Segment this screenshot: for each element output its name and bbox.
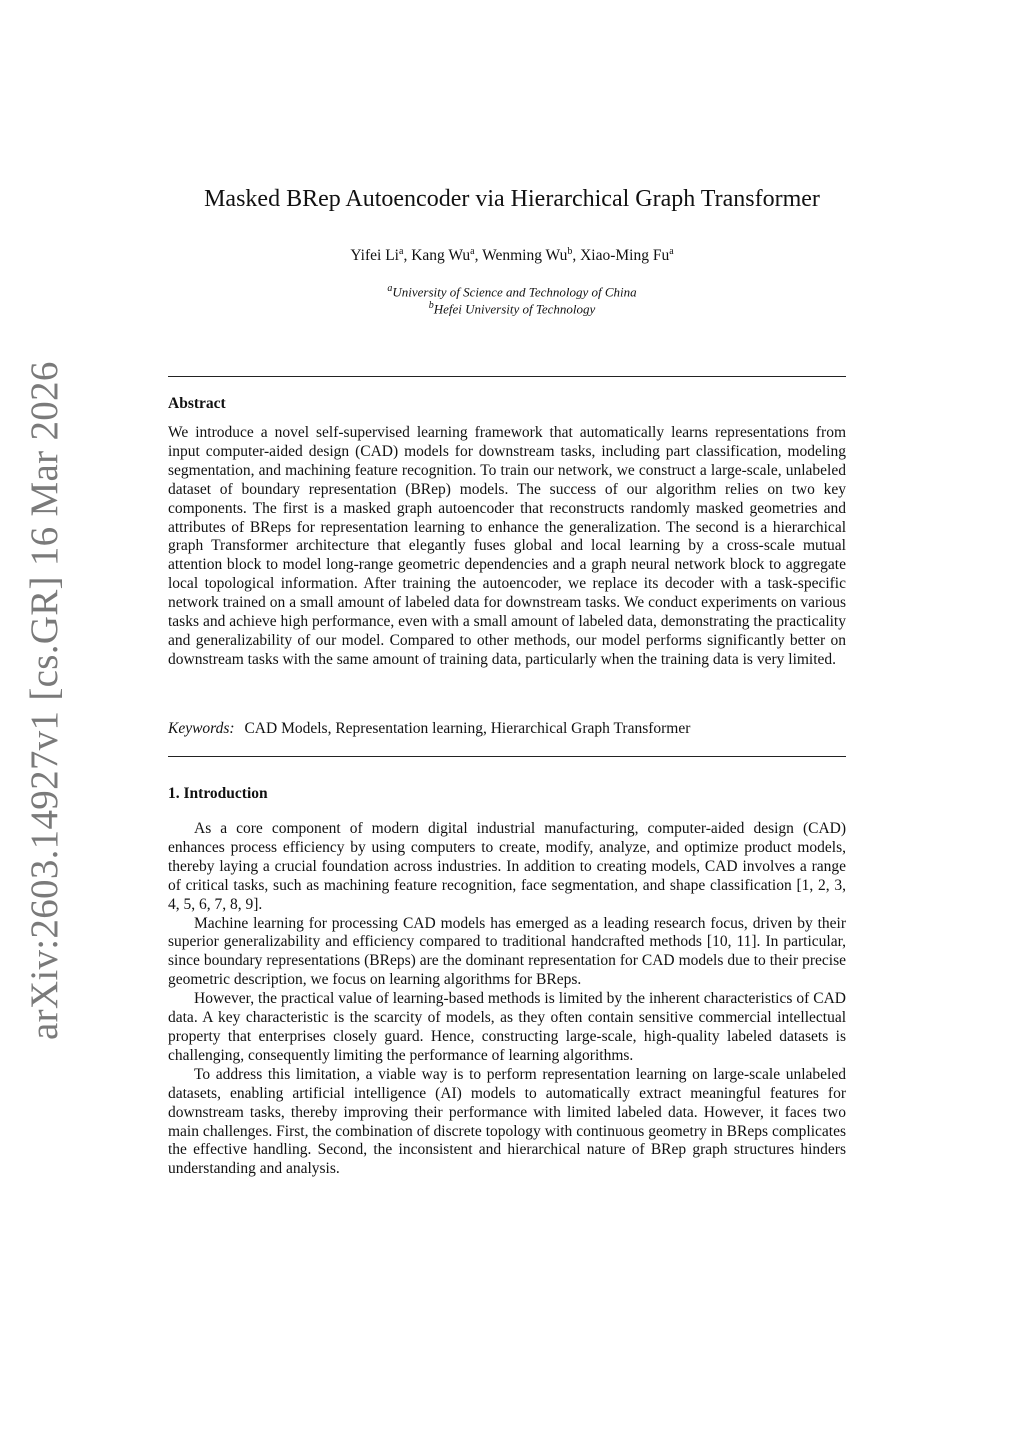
keywords-line — [168, 720, 690, 738]
author-name: Yifei Li — [350, 247, 399, 265]
section-heading-introduction: 1. Introduction — [168, 785, 268, 802]
author-affil-mark: a — [669, 246, 674, 257]
keywords-label: Keywords: — [168, 720, 235, 737]
abstract-heading: Abstract — [168, 395, 226, 412]
abstract-top-rule — [168, 376, 846, 377]
affiliation-mark: b — [428, 300, 434, 311]
introduction-body — [168, 820, 846, 1179]
paper-title: Masked BRep Autoencoder via Hierarchical Graph Transformer — [204, 186, 820, 212]
paragraph: However, the practical value of learning-based methods is limited by the inherent characteristics of CAD data. A key characteristic is the scarcity of models, as they often contain sensitive commercial intellectual property that enterprises closely guard. Hence, constructing large-scale, high-quality labeled datasets is challenging, consequently limiting the performance of learning algorithms. — [168, 990, 846, 1064]
author-affil-mark: a — [470, 246, 475, 257]
affiliation — [0, 300, 1024, 317]
paragraph: Machine learning for processing CAD models has emerged as a leading research focus, driven by their superior generalizability and efficiency compared to traditional handcrafted methods [10, 11]. In particular, since boundary representations (BReps) are the dominant representation for CAD models due to their precise geometric description, we focus on learning algorithms for BReps. — [168, 914, 846, 989]
arxiv-identifier: arXiv:2603.14927v1 [cs.GR] 16 Mar 2026 — [23, 361, 66, 1040]
affiliation — [0, 283, 1024, 300]
abstract-text: We introduce a novel self-supervised learning framework that automatically learns representations from input computer-aided design (CAD) models for downstream tasks, including part classification, modeling segmentation, and machining feature recognition. To train our network, we construct a large-scale, unlabeled dataset of boundary representation (BRep) models. The success of our algorithm relies on two key components. The first is a masked graph autoencoder that reconstructs randomly masked geometries and attributes of BReps for representation learning to enhance the generalization. The second is a hierarchical graph Transformer architecture that elegantly fuses global and local learning by a cross-scale mutual attention block to model long-range geometric dependencies and a graph neural network block to aggregate local topological information. After training the autoencoder, we replace its decoder with a task-specific network trained on a small amount of labeled data for downstream tasks. We conduct experiments on various tasks and achieve high performance, even with a small amount of labeled data, demonstrating the practicality and generalizability of our model. Compared to other methods, our model performs significantly better on downstream tasks with the same amount of training data, particularly when the training data is very limited. — [168, 424, 846, 668]
author-name: Xiao-Ming Fu — [580, 247, 670, 265]
author-affil-mark: b — [567, 246, 573, 257]
abstract-bottom-rule — [168, 756, 846, 757]
author-list: Yifei Li$^a$, Kang Wu$^a$, Wenming Wu$^b$, Xiao-Ming Fu$^a$ — [350, 246, 674, 265]
keywords-text: CAD Models, Representation learning, Hierarchical Graph Transformer — [244, 720, 691, 737]
author-affil-mark: a — [399, 246, 404, 257]
author-name: Kang Wu — [411, 247, 471, 265]
paragraph: To address this limitation, a viable way is to perform representation learning on large-scale unlabeled datasets, enabling artificial intelligence (AI) models to automatically extract meaningful features for downstream tasks, thereby improving their performance with limited labeled data. However, it faces two main challenges. First, the combination of discrete topology with continuous geometry in BReps complicates the effective handling. Second, the inconsistent and hierarchical nature of BRep graph structures hinders understanding and analysis. — [168, 1065, 846, 1178]
affiliation-mark: a — [387, 283, 393, 294]
affiliation-text: Hefei University of Technology — [433, 301, 596, 317]
author-name: Wenming Wu — [482, 247, 568, 265]
affiliation-text: University of Science and Technology of China — [392, 284, 637, 300]
paragraph: As a core component of modern digital industrial manufacturing, computer-aided design (CAD) enhances process efficiency by using computers to create, modify, analyze, and optimize product models, thereby laying a crucial foundation across industries. In addition to creating models, CAD involves a range of critical tasks, such as machining feature recognition, face segmentation, and shape classification [1, 2, 3, 4, 5, 6, 7, 8, 9]. — [168, 820, 846, 913]
